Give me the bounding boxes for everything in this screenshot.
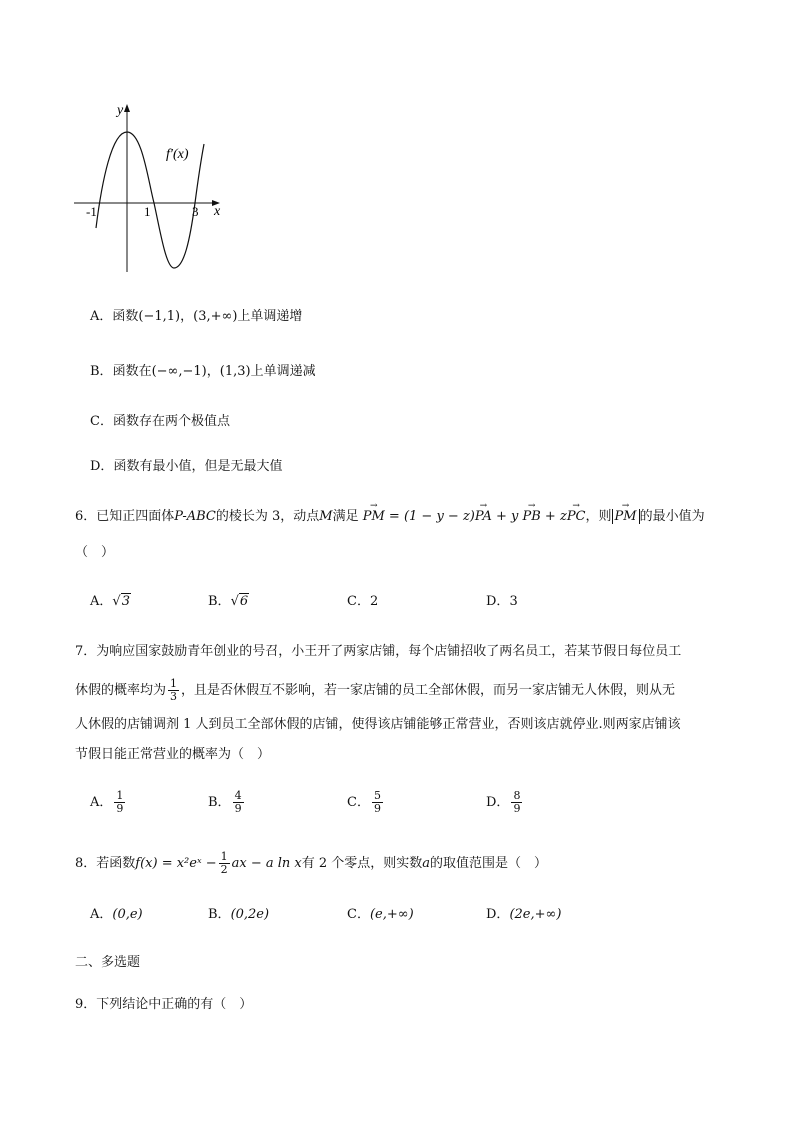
vector-pb: → PB — [522, 507, 540, 527]
fraction: $\frac{5}{9}$ — [373, 789, 381, 815]
q6-stem: 6．已知正四面体P-ABC的棱长为 3，动点M满足 → PM = (1 − y − z)→ PA + y → PB + z→ PC，则→ PM 的最小值为 — [75, 507, 705, 527]
q7-line-3: 人休假的店铺调剂 1 人到员工全部休假的店铺，使得该店铺能够正常营业，否则该店就停业.则两家店铺该 — [75, 717, 681, 732]
q7-option-c[interactable]: C． $\frac{5}{9}$ — [347, 789, 381, 815]
q6-option-d[interactable]: D．3 — [486, 594, 518, 609]
q8-option-d[interactable]: D．(2e,+∞) — [486, 907, 562, 922]
y-axis-arrow — [124, 104, 130, 112]
q8-option-c[interactable]: C．(e,+∞) — [347, 907, 414, 922]
fraction: $\frac{1}{3}$ — [170, 677, 178, 703]
magnitude-pm: → PM — [612, 509, 640, 524]
q6-option-c[interactable]: C．2 — [347, 594, 379, 609]
q8-option-a[interactable]: A．(0,e) — [90, 907, 143, 922]
q9-stem: 9．下列结论中正确的有（ ） — [75, 997, 253, 1012]
q6-option-a[interactable]: A．√3 — [90, 592, 131, 612]
q8-option-b[interactable]: B．(0,2e) — [208, 907, 270, 922]
vector-pm: → PM — [363, 507, 385, 527]
q7-option-d[interactable]: D． $\frac{8}{9}$ — [486, 789, 521, 815]
fraction: $\frac{8}{9}$ — [513, 789, 521, 815]
curve-label: f′(x) — [166, 147, 189, 162]
q7-line-4: 节假日能正常营业的概率为（ ） — [75, 747, 271, 762]
sqrt-icon: √6 — [230, 594, 249, 609]
tick-label-3: 3 — [192, 204, 199, 219]
sqrt-icon: √3 — [112, 594, 130, 609]
vector-pa: → PA — [475, 507, 492, 527]
q7-option-b[interactable]: B． $\frac{4}{9}$ — [208, 789, 242, 815]
tick-label-neg1: -1 — [86, 204, 97, 219]
q6-paren: （ ） — [75, 545, 115, 560]
q7-line-2: 休假的概率均为 $\frac{1}{3}$ ，且是否休假互不影响，若一家店铺的员工全部休假，而另一家店铺无人休假，则从无 — [75, 677, 676, 703]
x-axis-label: x — [214, 204, 221, 219]
section-heading: 二、多选题 — [75, 955, 141, 970]
q6-option-b[interactable]: B．√6 — [208, 592, 249, 612]
y-axis-label: y — [117, 103, 124, 118]
q5-option-a[interactable]: A．函数(−1,1)，(3,+∞)上单调递增 — [90, 309, 303, 324]
q7-line-1: 7．为响应国家鼓励青年创业的号召，小王开了两家店铺，每个店铺招收了两名员工，若某节假日每位员工 — [75, 644, 682, 659]
q7-option-a[interactable]: A． $\frac{1}{9}$ — [90, 789, 124, 815]
q5-option-c[interactable]: C．函数存在两个极值点 — [90, 414, 230, 429]
fraction: $\frac{1}{9}$ — [116, 789, 124, 815]
fraction: $\frac{4}{9}$ — [234, 789, 242, 815]
vector-pc: → PC — [567, 507, 586, 527]
fraction: $\frac{1}{2}$ — [220, 850, 228, 876]
q5-option-b[interactable]: B．函数在(−∞,−1)，(1,3)上单调递减 — [90, 364, 316, 379]
q8-stem: 8．若函数f(x) = x²eˣ − $\frac{1}{2}$ ax − a ln x有 2 个零点，则实数a的取值范围是（ ） — [75, 850, 548, 876]
tick-label-1: 1 — [144, 204, 151, 219]
q5-option-d[interactable]: D．函数有最小值，但是无最大值 — [90, 459, 283, 474]
derivative-graph — [68, 100, 228, 280]
